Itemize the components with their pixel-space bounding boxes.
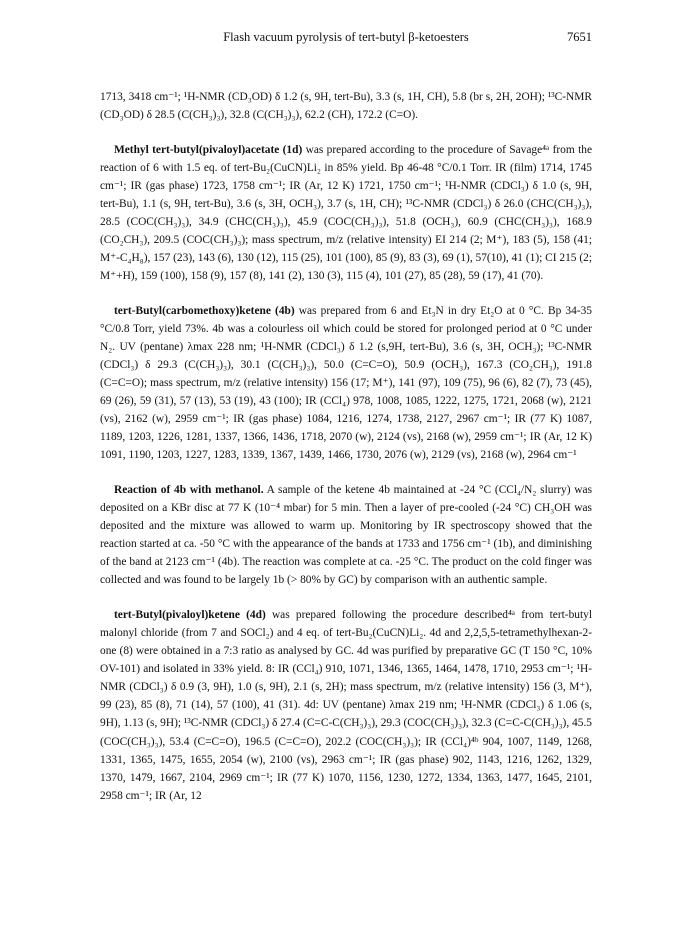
paragraph-reaction-methanol bbox=[100, 481, 592, 589]
paragraph-text: was prepared from 6 and Et₃N in dry Et₂O at 0 °C. Bp 34-35 °C/0.8 Torr, yield 73%. 4b was a colourless oil which could be stored for prolonged period at 0 °C under N₂. UV (pentane) λmax 228 nm; ¹H-NMR (CDCl₃) δ 1.2 (s,9H, tert-Bu), 3.6 (s, 3H, OCH₃); ¹³C-NMR (CDCl₃) δ 29.3 (C(CH₃)₃), 30.1 (C(CH₃)₃), 50.0 (C=C=O), 50.9 (OCH₃), 167.3 (CO₂CH₃), 191.8 (C=C=O); mass spectrum, m/z (relative intensity) 156 (17; M⁺), 141 (97), 109 (75), 96 (6), 82 (7), 73 (45), 69 (26), 59 (31), 57 (13), 53 (19), 43 (100); IR (CCl₄) 978, 1008, 1085, 1222, 1275, 1721, 2068 (w), 2121 (vs), 2162 (w), 2959 cm⁻¹; IR (gas phase) 1084, 1216, 1274, 1738, 2127, 2967 cm⁻¹; IR (77 K) 1087, 1189, 1203, 1226, 1281, 1337, 1366, 1436, 1718, 2070 (w), 2124 (vs), 2168 (w), 2959 cm⁻¹; IR (Ar, 12 K) 1091, 1190, 1203, 1227, 1283, 1339, 1367, 1439, 1466, 1730, 2076 (w), 2129 (vs), 2168 (w), 2964 cm⁻¹ bbox=[100, 305, 592, 462]
article-body bbox=[100, 88, 592, 822]
running-header bbox=[100, 30, 592, 50]
paragraph-text: was prepared according to the procedure of Savage⁴ᵃ from the reaction of 6 with 1.5 eq. of tert-Bu₂(CuCN)Li₂ in 85% yield. Bp 46-48 °C/0.1 Torr. IR (film) 1714, 1745 cm⁻¹; IR (gas phase) 1723, 1758 cm⁻¹; IR (Ar, 12 K) 1721, 1750 cm⁻¹; ¹H-NMR (CDCl₃) δ 1.0 (s, 9H, tert-Bu), 1.1 (s, 9H, tert-Bu), 3.6 (s, 3H, OCH₃), 3.7 (s, 1H, CH); ¹³C-NMR (CDCl₃) δ 26.0 (CHC(CH₃)₃), 28.5 (COC(CH₃)₃), 34.9 (CHC(CH₃)₃), 45.9 (COC(CH₃)₃), 51.8 (OCH₃), 60.9 (CHC(CH₃)₃), 168.9 (CO₂CH₃), 209.5 (COC(CH₃)₃); mass spectrum, m/z (relative intensity) EI 214 (2; M⁺), 183 (5), 158 (41; M⁺-C₄H₈), 157 (23), 143 (6), 130 (12), 115 (25), 101 (100), 85 (9), 83 (3), 69 (1), 57(10), 41 (1); CI 215 (2; M⁺+H), 159 (100), 158 (9), 157 (8), 141 (2), 130 (3), 115 (4), 101 (27), 85 (28), 59 (17), 41 (70). bbox=[100, 144, 592, 283]
paragraph-text: was prepared following the procedure described⁴ᵃ from tert-butyl malonyl chloride (from 7 and SOCl₂) and 4 eq. of tert-Bu₂(CuCN)Li₂. 4d and 2,2,5,5-tetramethylhexan-2-one (8) were obtained in a 7:3 ratio as analysed by GC. 4d was purified by preparative GC (T 150 °C, 10% OV-101) and isolated in 33% yield. 8: IR (CCl₄) 910, 1071, 1346, 1365, 1464, 1478, 1710, 2953 cm⁻¹; ¹H-NMR (CDCl₃) δ 0.9 (3, 9H), 1.0 (s, 9H), 2.1 (s, 2H); mass spectrum, m/z (relative intensity) 156 (3, M⁺), 99 (23), 85 (8), 71 (14), 57 (100), 41 (31). 4d: UV (pentane) λmax 219 nm; ¹H-NMR (CDCl₃) δ 1.06 (s, 9H), 1.13 (s, 9H); ¹³C-NMR (CDCl₃) δ 27.4 (C=C-C(CH₃)₃), 29.3 (COC(CH₃)₃), 32.3 (C=C-C(CH₃)₃), 45.5 (COC(CH₃)₃), 53.4 (C=C=O), 196.5 (C=C=O), 202.2 (COC(CH₃)₃); IR (CCl₄)⁴ᵇ 904, 1007, 1149, 1268, 1331, 1365, 1475, 1655, 2054 (w), 2100 (vs), 2963 cm⁻¹; IR (gas phase) 902, 1143, 1216, 1262, 1329, 1370, 1479, 1667, 2104, 2969 cm⁻¹; IR (77 K) 1070, 1156, 1230, 1272, 1334, 1363, 1477, 1645, 2101, 2958 cm⁻¹; IR (Ar, 12 bbox=[100, 609, 592, 802]
paragraph-continued-nmr bbox=[100, 88, 592, 124]
paragraph-text: 1713, 3418 cm⁻¹; ¹H-NMR (CD₃OD) δ 1.2 (s, 9H, tert-Bu), 3.3 (s, 1H, CH), 5.8 (br s, 2H, 2OH); ¹³C-NMR (CD₃OD) δ 28.5 (C(CH₃)₃), 32.8 (C(CH₃)₃), 62.2 (CH), 172.2 (C=O). bbox=[100, 91, 592, 122]
paragraph-ketene-4b bbox=[100, 302, 592, 464]
paragraph-ketene-4d bbox=[100, 606, 592, 804]
paragraph-text: A sample of the ketene 4b maintained at -24 °C (CCl₄/N₂ slurry) was deposited on a KBr disc at 77 K (10⁻⁴ mbar) for 5 min. Then a layer of pre-cooled (-24 °C) CH₃OH was deposited and the mixture was allowed to warm up. Monitoring by IR spectroscopy showed that the reaction started at ca. -50 °C with the appearance of the bands at 1733 and 1756 cm⁻¹ (1b), and diminishing of the band at 2123 cm⁻¹ (4b). The reaction was complete at ca. -25 °C. The product on the cold finger was collected and was found to be largely 1b (> 80% by GC) by comparison with an authentic sample. bbox=[100, 484, 592, 587]
page-number: 7651 bbox=[567, 30, 592, 44]
paragraph-compound-1d bbox=[100, 141, 592, 285]
paragraph-heading: Reaction of 4b with methanol. bbox=[114, 484, 264, 497]
paragraph-heading: tert-Butyl(pivaloyl)ketene (4d) bbox=[114, 609, 266, 622]
paragraph-heading: tert-Butyl(carbomethoxy)ketene (4b) bbox=[114, 305, 295, 318]
running-title: Flash vacuum pyrolysis of tert-butyl β-ketoesters bbox=[223, 30, 469, 44]
paragraph-heading: Methyl tert-butyl(pivaloyl)acetate (1d) bbox=[114, 144, 303, 157]
